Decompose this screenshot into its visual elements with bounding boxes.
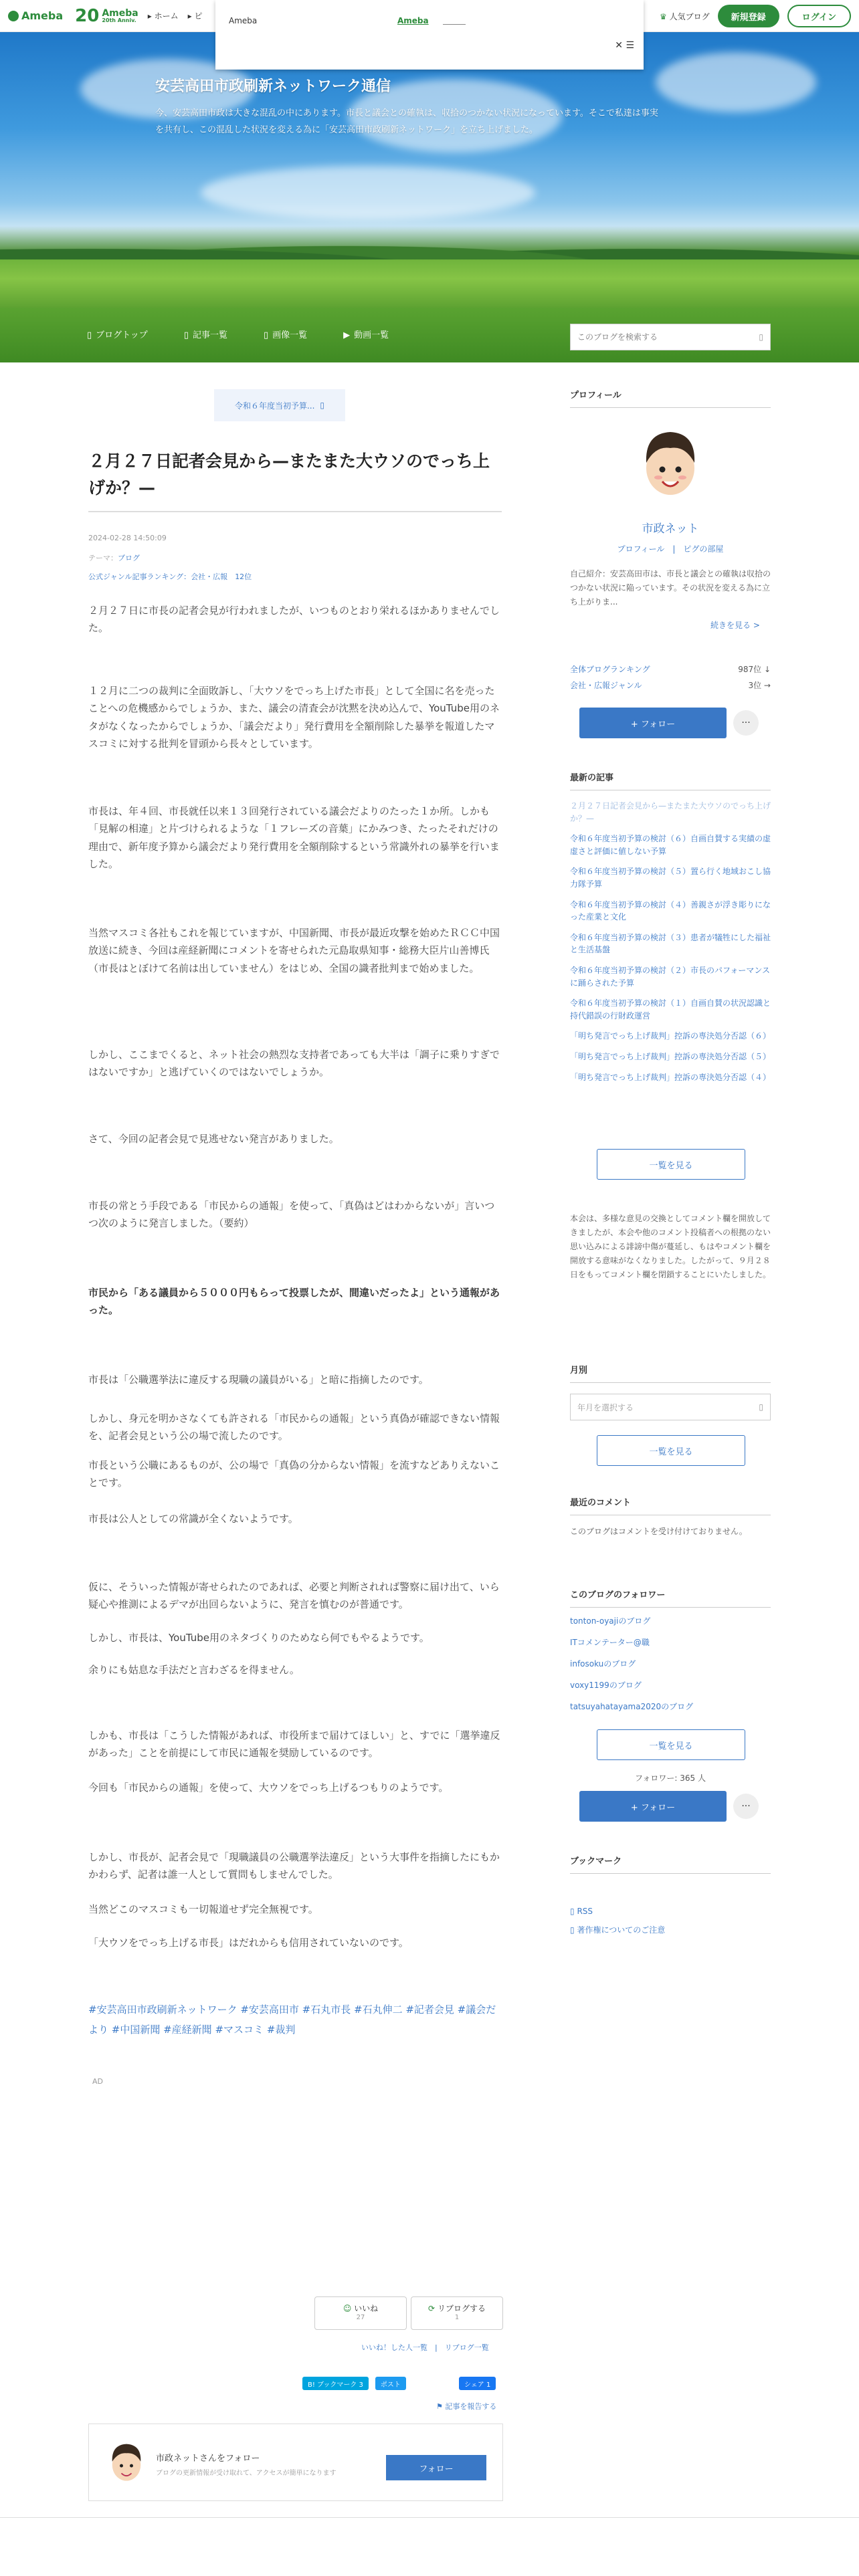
blog-header	[0, 32, 859, 308]
post-date: 2024-02-28 14:50:09	[88, 534, 167, 542]
profile-heading: プロフィール	[570, 388, 771, 408]
facebook-share-button[interactable]: シェア 1	[459, 2377, 496, 2390]
ad-brand-link[interactable]: Ameba	[397, 16, 429, 25]
follow-card-sub: ブログの更新情報が受け取れて、アクセスが簡単になります	[156, 2470, 337, 2477]
bookmark-list	[570, 1907, 665, 1945]
post-paragraph: 市長は「公職選挙法に違反する現職の議員がいる」と暗に指摘したのです。	[88, 1374, 429, 1386]
image-icon: ▯	[263, 330, 269, 340]
post-x-button[interactable]: ポスト	[375, 2377, 406, 2390]
flag-icon: ⚑	[436, 2402, 443, 2411]
post-paragraph: さて、今回の記者会見で見逃せない発言がありました。	[88, 1133, 339, 1145]
top-right-actions	[660, 5, 851, 27]
avatar	[106, 2440, 147, 2487]
bookmark-heading: ブックマーク	[570, 1854, 771, 1874]
reblog-icon: ⟳	[428, 2304, 436, 2313]
post-paragraph: しかし、ここまでくると、ネット社会の熱烈な支持者であっても大半は「調子に乗りすぎではないですか」と逃げていくのではないでしょうか。	[88, 1049, 500, 1079]
blog-nav-bar	[0, 308, 859, 362]
followers-more-button[interactable]: 一覧を見る	[597, 1729, 745, 1760]
post-title[interactable]: ２月２７日記者会見から—またまた大ウソのでっち上げか？—	[88, 451, 490, 498]
follower-item[interactable]: infosokuのブログ	[570, 1659, 636, 1669]
recent-article-item[interactable]: 令和６年度当初予算の検討（１）自画自賛の状況認識と持代錯誤の行財政運営	[570, 998, 771, 1021]
like-reblog-list-links[interactable]: いいね！した人一覧 | リブログ一覧	[361, 2343, 489, 2352]
more-options-icon[interactable]: ···	[733, 710, 759, 736]
ameba-logo[interactable]: Ameba	[8, 9, 63, 22]
recent-article-item[interactable]: 「明ち発言でっち上げ裁判」控訴の専決処分否認（５）	[570, 1051, 771, 1061]
post-paragraph: １２月に二つの裁判に全面敗訴し、「大ウソをでっち上げた市長」として全国に名を売ったことへの危機感からでしょうか、また、議会の清査会が沈黙を決め込んで、YouTube用のネタがなくなったからでしょうか、「議会だより」発行費用を全額削除した暴挙を報道したマスコミに対する批判を冒頭から長々としています。	[88, 685, 500, 750]
follow-card-button[interactable]: フォロー	[386, 2455, 486, 2480]
ameba-logo-icon	[8, 11, 19, 21]
ad-label: AD	[92, 2077, 103, 2086]
login-button[interactable]: ログイン	[787, 5, 851, 27]
post-ranking[interactable]: 公式ジャンル記事ランキング：会社・広報 12位	[88, 572, 252, 581]
ameba-20th-logo[interactable]: 20 Ameba 20th Anniv.	[75, 5, 138, 26]
calendar-icon: ▯	[759, 1402, 763, 1412]
post-hashtags[interactable]: #安芸高田市政刷新ネットワーク #安芸高田市 #石丸市長 #石丸伸二 #記者会見 #議会だより #中国新聞 #産経新聞 #マスコミ #裁判	[88, 2004, 496, 2036]
grass-decoration	[0, 259, 859, 308]
profile-links[interactable]: プロフィール | ピグの部屋	[617, 544, 724, 554]
theme-tag-chip[interactable]: 令和６年度当初予算... ▯	[214, 389, 345, 421]
cloud-decoration	[656, 52, 816, 112]
recent-article-item[interactable]: 令和６年度当初予算の検討（６）自画自賛する実績の虚虚さと評価に値しない予算	[570, 834, 771, 856]
ad-overlay[interactable]	[215, 0, 644, 70]
recent-articles-list	[570, 800, 771, 1091]
recent-article-item[interactable]: ２月２７日記者会見から—またまた大ウソのでっち上げか？—	[570, 801, 771, 823]
post-paragraph: 今回も「市民からの通報」を使って、大ウソをでっち上げるつもりのようです。	[88, 1782, 449, 1794]
like-button[interactable]: ☺ いいね 27	[314, 2296, 407, 2330]
comments-closed-text: このブログはコメントを受け付けておりません。	[570, 1527, 747, 1536]
overall-ranking[interactable]: 全体ブログランキング 987位 ↓	[570, 665, 771, 674]
cloud-decoration	[201, 166, 535, 219]
sidebar-follow-button-2[interactable]: + フォロー	[579, 1791, 727, 1822]
recent-comments-heading: 最近のコメント	[570, 1495, 771, 1515]
recent-articles-more-button[interactable]: 一覧を見る	[597, 1149, 745, 1180]
sidebar-follow-button[interactable]: + フォロー	[579, 708, 727, 738]
nav-articles[interactable]: ▯ 記事一覧	[183, 330, 227, 340]
article-icon: ▯	[183, 330, 189, 340]
follower-list	[570, 1617, 771, 1724]
monthly-heading: 月別	[570, 1363, 771, 1383]
ad-brand: Ameba	[229, 16, 258, 25]
blog-description: 今、安芸高田市政は大きな混乱の中にあります。市長と議会との確執は、収拾のつかない状況になっています。そこで私達は事実を共有し、この混乱した状況を変える為に「安芸高田市政刷新ネットワーク」を立ち上げました。	[155, 108, 658, 135]
follower-item[interactable]: tatsuyahatayama2020のブログ	[570, 1702, 694, 1711]
genre-ranking[interactable]: 会社・広報ジャンル 3位 →	[570, 681, 771, 690]
monthly-more-button[interactable]: 一覧を見る	[597, 1435, 745, 1466]
post-paragraph: 余りにも姑息な手法だと言わざるを得ません。	[88, 1664, 300, 1676]
recent-article-item[interactable]: 「明ち発言でっち上げ裁判」控訴の専決処分否認（６）	[570, 1031, 771, 1041]
recent-article-item[interactable]: 令和６年度当初予算の検討（４）善親さが浮き彫りになった産業と文化	[570, 899, 771, 922]
nav-videos[interactable]: ▶ 動画一覧	[343, 330, 389, 340]
post-paragraph: 市長という公職にあるものが、公の場で「真偽の分からない情報」を流すなどありえないことです。	[88, 1459, 500, 1489]
recent-article-item[interactable]: 令和６年度当初予算の検討（３）患者が犠牲にした福祉と生活基盤	[570, 932, 771, 955]
blog-nav-links	[87, 328, 389, 340]
nav-blog-top[interactable]: ▯ ブログトップ	[87, 330, 148, 340]
rss-icon: ▯	[570, 1907, 575, 1916]
share-buttons	[302, 2377, 406, 2390]
blog-search-input[interactable]	[577, 332, 759, 342]
video-icon: ▶	[343, 330, 351, 340]
like-count: 27	[356, 2314, 365, 2321]
recent-article-item[interactable]: 「明ち発言でっち上げ裁判」控訴の専決処分否認（４）	[570, 1072, 771, 1082]
more-options-icon[interactable]: ···	[733, 1794, 759, 1819]
post-paragraph: 当然マスコミ各社もこれを報じていますが、中国新聞、市長が最近攻撃を始めたＲＣＣ中国放送に続き、今回は産経新聞にコメントを寄せられた元島取県知事・総務大臣片山善博氏（市長はとぼけて名前は出していません）をはじめ、全国の識者批判まで始めました。	[88, 927, 500, 974]
post-paragraph: ２月２７日に市長の記者会見が行われましたが、いつものとおり栄れるほかありませんでした。	[88, 605, 500, 635]
follow-card-name: 市政ネットさんをフォロー	[156, 2454, 260, 2464]
rss-link[interactable]: ▯ RSS	[570, 1907, 593, 1916]
post-paragraph: しかも、市長は「こうした情報があれば、市役所まで届けてほしい」と、すでに「選挙違反があった」ことを前提にして市民に通報を奨励しているのです。	[88, 1729, 500, 1759]
post-paragraph: 市長は公人としての常識が全くないようです。	[88, 1513, 298, 1525]
hatena-bookmark-button[interactable]: B! ブックマーク 3	[302, 2377, 369, 2390]
post-theme: テーマ：ブログ	[88, 554, 140, 562]
search-icon[interactable]: ▯	[759, 332, 763, 342]
blog-search[interactable]	[570, 324, 771, 350]
post-paragraph: 「大ウソをでっち上げる市長」はだれからも信用されていないのです。	[88, 1937, 409, 1949]
profile-read-more[interactable]: 続きを見る >	[710, 621, 760, 630]
crown-icon: ♛	[660, 11, 667, 21]
post-paragraph: 市長の常とう手段である「市民からの通報」を使って、「真偽はどはわからないが」言いつつ次のように発言しました。（要約）	[88, 1200, 495, 1230]
top-nav	[148, 10, 203, 21]
nav-images[interactable]: ▯ 画像一覧	[263, 330, 308, 340]
recent-article-item[interactable]: 令和６年度当初予算の検討（２）市長のパフォーマンスに踊らされた予算	[570, 965, 771, 988]
ad-divider	[443, 24, 466, 25]
post-paragraph: しかし、市長は、YouTube用のネタづくりのためなら何でもやるようです。	[88, 1632, 430, 1644]
home-icon: ▯	[87, 330, 92, 340]
profile-name[interactable]: 市政ネット	[642, 522, 699, 536]
document-icon: ▯	[570, 1925, 575, 1935]
follow-card	[88, 2424, 503, 2501]
signup-button[interactable]: 新規登録	[718, 5, 779, 27]
like-icon: ☺	[343, 2304, 352, 2313]
profile-intro: 自己紹介：安芸高田市は、市長と議会との確執は収拾のつかない状況に陥っています。その状況を変える為に立ち上がりま...	[570, 569, 771, 607]
post-paragraph-emphasis: 市民から「ある議員から５０００円もらって投票したが、間違いだったよ」という通報があった。	[88, 1287, 500, 1317]
follower-item[interactable]: tonton-oyajiのブログ	[570, 1616, 651, 1626]
top-nav-home[interactable]: ▸ ホーム	[147, 11, 179, 21]
chip-icon: ▯	[320, 401, 325, 410]
follower-item[interactable]: voxy1199のブログ	[570, 1681, 642, 1690]
avatar[interactable]	[638, 428, 702, 502]
post-theme-link[interactable]: ブログ	[118, 554, 140, 562]
post-paragraph: 仮に、そういった情報が寄せられたのであれば、必要と判断されれば警察に届け出て、いら疑心や推測によるデマが出回らないように、発言を慎むのが普通です。	[88, 1581, 500, 1611]
followers-heading: このブログのフォロワー	[570, 1588, 771, 1608]
footer-divider	[0, 2517, 859, 2518]
comment-policy-note: 本会は、多様な意見の交換としてコメント欄を開放してきましたが、本会や他のコメント投稿者への根拠のない思い込みによる誹謗中傷が蔓延し、もはやコメント欄を開放する意味がなくなりました。したがって、９月２８日をもってコメント欄を閉鎖することにいたしました。	[570, 1214, 771, 1279]
blog-title[interactable]: 安芸高田市政刷新ネットワーク通信	[155, 78, 391, 95]
popular-blogs-link[interactable]: ♛ 人気ブログ	[660, 11, 710, 21]
title-divider	[88, 511, 502, 512]
recent-article-item[interactable]: 令和６年度当初予算の検討（５）置ら行く地域おこし協力隊予算	[570, 867, 771, 889]
copyright-notice-link[interactable]: ▯ 著作権についてのご注意	[570, 1925, 666, 1935]
top-nav-pigg[interactable]: ▸ ピ	[187, 11, 203, 21]
twenty-badge-icon: 20	[75, 5, 100, 26]
recent-articles-heading: 最新の記事	[570, 770, 771, 790]
post-paragraph: しかし、身元を明かさなくても許される「市民からの通報」という真偽が確認できない情報を、記者会見という公の場で流したのです。	[88, 1412, 500, 1442]
post-paragraph: しかし、市長が、記者会見で「現職議員の公職選挙法違反」という大事件を指摘したにもかかわらず、記者は誰一人として質問もしませんでした。	[88, 1851, 500, 1881]
follower-count: フォロワー: 365 人	[635, 1774, 706, 1783]
reblog-count: 1	[454, 2314, 460, 2321]
ad-close-icon[interactable]: ✕ ☰	[615, 40, 634, 51]
month-select[interactable]: 年月を選択する ▯	[570, 1394, 771, 1420]
report-link[interactable]: ⚑ 記事を報告する	[436, 2402, 497, 2411]
reblog-button[interactable]: ⟳ リブログする 1	[411, 2296, 503, 2330]
follower-item[interactable]: ITコメンテーター@職	[570, 1638, 650, 1647]
post-paragraph: 市長は、年４回、市長就任以来１３回発行されている議会だよりのたった１か所。しかも「見解の相違」と片づけられるような「１フレーズの音葉」にかみつき、たったそれだけの理由で、新年度予算から議会だより発行費用を全額削除するという常識外れの暴挙を行いました。	[88, 805, 500, 870]
post-paragraph: 当然どこのマスコミも一切報道せず完全無視です。	[88, 1903, 318, 1915]
